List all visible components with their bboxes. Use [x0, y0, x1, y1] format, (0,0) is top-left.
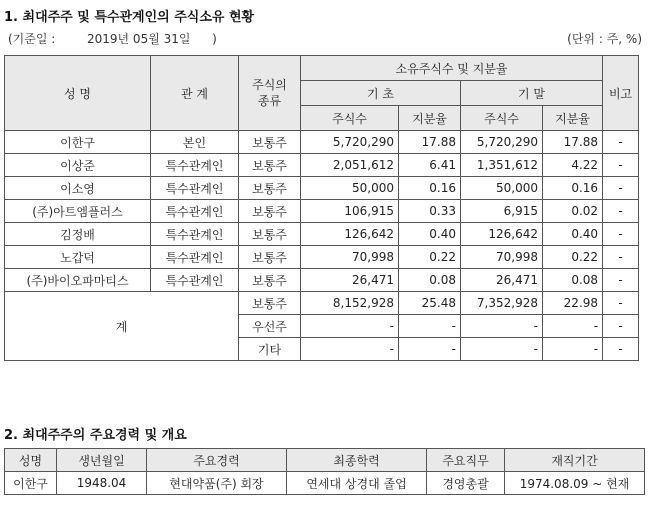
unit-label: (단위 : 주, %)	[567, 32, 642, 46]
cell-begin-shares: 2,051,612	[301, 154, 399, 177]
total-begin-shares: 8,152,928	[301, 292, 399, 315]
total-begin-shares: -	[301, 338, 399, 361]
cell-end-ratio: 0.02	[543, 200, 603, 223]
cell-type: 보통주	[239, 154, 301, 177]
cell-relation: 특수관계인	[151, 269, 239, 292]
total-end-ratio: -	[543, 315, 603, 338]
header-row-1	[5, 56, 639, 81]
cell-end-shares: 1,351,612	[461, 154, 543, 177]
cell-end-ratio: 0.08	[543, 269, 603, 292]
total-end-shares: -	[461, 315, 543, 338]
total-begin-ratio: -	[399, 315, 461, 338]
cell-end-shares: 26,471	[461, 269, 543, 292]
cell-type: 보통주	[239, 200, 301, 223]
header-end-ratio: 지분율	[543, 106, 603, 131]
career-header-tenure: 재직기간	[505, 449, 645, 472]
header-stock-type-line2: 종류	[257, 94, 282, 108]
career-cell-name: 이한구	[5, 472, 57, 495]
base-date	[8, 30, 217, 47]
cell-relation: 본인	[151, 131, 239, 154]
base-date-value: 2019년 05월 31일	[86, 32, 191, 46]
cell-type: 보통주	[239, 223, 301, 246]
cell-end-ratio: 0.40	[543, 223, 603, 246]
cell-end-ratio: 0.22	[543, 246, 603, 269]
cell-name: 이소영	[5, 177, 151, 200]
table-row	[5, 269, 639, 292]
table-row	[5, 246, 639, 269]
cell-begin-ratio: 0.40	[399, 223, 461, 246]
cell-begin-shares: 50,000	[301, 177, 399, 200]
cell-name: (주)바이오파마티스	[5, 269, 151, 292]
header-begin-ratio: 지분율	[399, 106, 461, 131]
cell-relation: 특수관계인	[151, 200, 239, 223]
cell-begin-shares: 26,471	[301, 269, 399, 292]
table-row	[5, 154, 639, 177]
cell-note: -	[603, 131, 639, 154]
cell-type: 보통주	[239, 246, 301, 269]
cell-begin-shares: 5,720,290	[301, 131, 399, 154]
cell-relation: 특수관계인	[151, 177, 239, 200]
total-note: -	[603, 292, 639, 315]
cell-note: -	[603, 223, 639, 246]
cell-begin-shares: 70,998	[301, 246, 399, 269]
cell-begin-shares: 126,642	[301, 223, 399, 246]
header-end-shares: 주식수	[461, 106, 543, 131]
cell-begin-ratio: 0.22	[399, 246, 461, 269]
cell-note: -	[603, 200, 639, 223]
cell-type: 보통주	[239, 269, 301, 292]
cell-name: (주)아트엠플러스	[5, 200, 151, 223]
table-row	[5, 177, 639, 200]
cell-relation: 특수관계인	[151, 223, 239, 246]
cell-name: 이한구	[5, 131, 151, 154]
total-type: 보통주	[239, 292, 301, 315]
cell-begin-ratio: 0.16	[399, 177, 461, 200]
career-header-name: 성명	[5, 449, 57, 472]
table-row	[5, 223, 639, 246]
cell-end-ratio: 17.88	[543, 131, 603, 154]
cell-begin-ratio: 0.33	[399, 200, 461, 223]
career-table	[4, 448, 645, 495]
cell-end-shares: 5,720,290	[461, 131, 543, 154]
cell-end-ratio: 0.16	[543, 177, 603, 200]
cell-relation: 특수관계인	[151, 246, 239, 269]
cell-name: 이상준	[5, 154, 151, 177]
header-relation: 관 계	[151, 56, 239, 131]
cell-note: -	[603, 177, 639, 200]
total-end-shares: 7,352,928	[461, 292, 543, 315]
career-header-education: 최종학력	[287, 449, 427, 472]
cell-note: -	[603, 246, 639, 269]
total-end-shares: -	[461, 338, 543, 361]
career-header-career: 주요경력	[147, 449, 287, 472]
section2-title: 2. 최대주주의 주요경력 및 개요	[4, 428, 187, 443]
table-row	[5, 200, 639, 223]
header-end: 기 말	[461, 81, 603, 106]
table-row	[5, 131, 639, 154]
career-header-duty: 주요직무	[427, 449, 505, 472]
career-cell-career: 현대약품(주) 회장	[147, 472, 287, 495]
cell-end-shares: 50,000	[461, 177, 543, 200]
cell-name: 김정배	[5, 223, 151, 246]
total-row	[5, 292, 639, 315]
base-date-label: (기준일 :	[8, 32, 56, 46]
header-stock-type	[239, 56, 301, 131]
total-type: 우선주	[239, 315, 301, 338]
total-end-ratio: -	[543, 338, 603, 361]
total-begin-ratio: -	[399, 338, 461, 361]
cell-note: -	[603, 154, 639, 177]
career-data-row	[5, 472, 645, 495]
header-stock-type-line1: 주식의	[252, 78, 287, 92]
career-cell-duty: 경영총괄	[427, 472, 505, 495]
header-begin-shares: 주식수	[301, 106, 399, 131]
career-header-birth: 생년월일	[57, 449, 147, 472]
cell-type: 보통주	[239, 131, 301, 154]
total-label: 계	[5, 292, 239, 361]
cell-type: 보통주	[239, 177, 301, 200]
career-cell-birth: 1948.04	[57, 472, 147, 495]
cell-begin-shares: 106,915	[301, 200, 399, 223]
career-cell-education: 연세대 상경대 졸업	[287, 472, 427, 495]
cell-end-ratio: 4.22	[543, 154, 603, 177]
career-cell-tenure: 1974.08.09 ~ 현재	[505, 472, 645, 495]
cell-begin-ratio: 0.08	[399, 269, 461, 292]
cell-name: 노갑덕	[5, 246, 151, 269]
total-note: -	[603, 338, 639, 361]
career-header-row	[5, 449, 645, 472]
cell-end-shares: 6,915	[461, 200, 543, 223]
cell-end-shares: 70,998	[461, 246, 543, 269]
shareholding-table	[4, 55, 639, 361]
total-end-ratio: 22.98	[543, 292, 603, 315]
total-begin-shares: -	[301, 315, 399, 338]
header-note: 비고	[603, 56, 639, 131]
total-note: -	[603, 315, 639, 338]
cell-end-shares: 126,642	[461, 223, 543, 246]
cell-begin-ratio: 17.88	[399, 131, 461, 154]
cell-begin-ratio: 6.41	[399, 154, 461, 177]
total-begin-ratio: 25.48	[399, 292, 461, 315]
header-holdings: 소유주식수 및 지분율	[301, 56, 603, 81]
section1-title: 1. 최대주주 및 특수관계인의 주식소유 현황	[4, 10, 255, 25]
cell-note: -	[603, 269, 639, 292]
cell-relation: 특수관계인	[151, 154, 239, 177]
total-type: 기타	[239, 338, 301, 361]
header-name: 성 명	[5, 56, 151, 131]
base-date-close: )	[212, 32, 217, 46]
header-begin: 기 초	[301, 81, 461, 106]
